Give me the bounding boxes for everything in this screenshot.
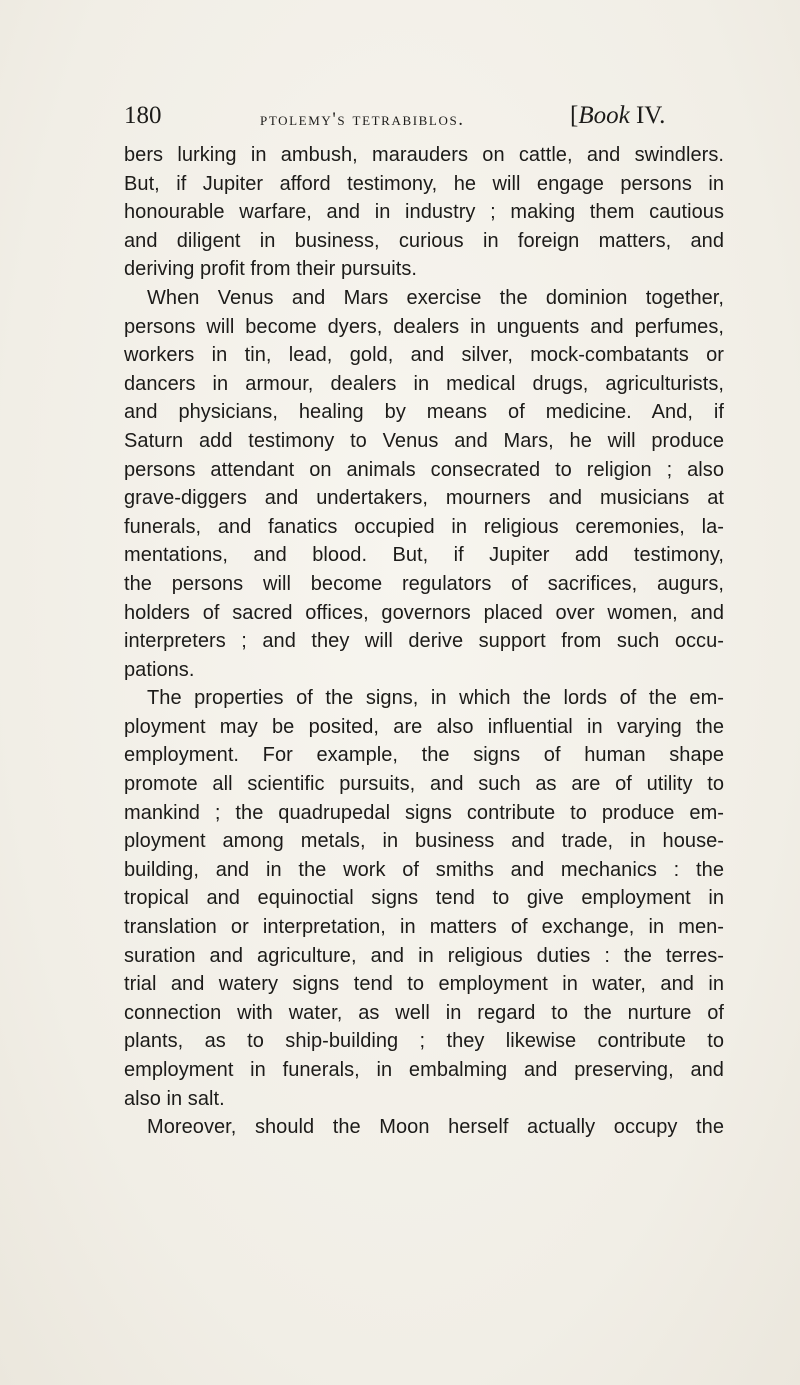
text-line: trial and watery signs tend to employment in water, and in xyxy=(124,973,724,996)
text-line: employment in funerals, in embalming and preserving, and xyxy=(124,1059,724,1081)
text-line: Moreover, should the Moon herself actually occupy the xyxy=(147,1116,724,1139)
text-line: plants, as to ship-building ; they likewise contribute to xyxy=(124,1030,724,1053)
text-line: But, if Jupiter afford testimony, he will engage persons in xyxy=(124,172,724,195)
text-line: employment. For example, the signs of human shape xyxy=(124,744,724,767)
text-line: honourable warfare, and in industry ; making them cautious xyxy=(124,201,724,224)
text-line: Saturn add testimony to Venus and Mars, he will produce xyxy=(124,429,724,452)
text-line: promote all scientific pursuits, and such as are of utility to xyxy=(124,773,724,796)
text-line: also in salt. xyxy=(124,1087,225,1110)
text-line: and physicians, healing by means of medicine. And, if xyxy=(124,401,724,424)
text-line: suration and agriculture, and in religious duties : the terres- xyxy=(124,944,724,967)
book-title: ptolemy's tetrabiblos. xyxy=(260,109,465,130)
text-line: The properties of the signs, in which the lords of the em- xyxy=(147,687,724,710)
text-line: holders of sacred offices, governors placed over women, and xyxy=(124,601,724,624)
text-line: ployment among metals, in business and trade, in house- xyxy=(124,830,724,853)
text-line: translation or interpretation, in matters of exchange, in men- xyxy=(124,916,724,939)
text-line: persons attendant on animals consecrated to religion ; also xyxy=(124,458,724,481)
text-line: When Venus and Mars exercise the dominion together, xyxy=(147,286,724,309)
book-reference xyxy=(570,102,665,130)
text-line: mankind ; the quadrupedal signs contribute to produce em- xyxy=(124,801,724,824)
text-line: connection with water, as well in regard to the nurture of xyxy=(124,1001,724,1024)
text-line: grave-diggers and undertakers, mourners and musicians at xyxy=(124,487,724,510)
text-line: tropical and equinoctial signs tend to give employment in xyxy=(124,887,724,910)
text-line: funerals, and fanatics occupied in religious ceremonies, la- xyxy=(124,515,724,538)
text-line: and diligent in business, curious in foreign matters, and xyxy=(124,229,724,252)
text-line: bers lurking in ambush, marauders on cattle, and swindlers. xyxy=(124,144,724,166)
text-line: interpreters ; and they will derive support from such occu- xyxy=(124,630,724,653)
text-line: workers in tin, lead, gold, and silver, mock-combatants or xyxy=(124,344,724,367)
text-line: persons will become dyers, dealers in unguents and perfumes, xyxy=(124,315,724,338)
book-ref-number: IV. xyxy=(635,102,666,129)
text-line: mentations, and blood. But, if Jupiter add testimony, xyxy=(124,544,724,567)
text-line: ployment may be posited, are also influential in varying the xyxy=(124,715,724,738)
body-text xyxy=(124,141,724,1142)
text-line: pations. xyxy=(124,658,195,681)
book-ref-word: Book xyxy=(578,102,630,129)
text-line: dancers in armour, dealers in medical drugs, agriculturists, xyxy=(124,372,724,395)
text-line: deriving profit from their pursuits. xyxy=(124,258,418,281)
text-line: building, and in the work of smiths and mechanics : the xyxy=(124,858,724,881)
page-number: 180 xyxy=(124,102,162,129)
text-line: the persons will become regulators of sacrifices, augurs, xyxy=(124,572,724,595)
book-ref-bracket: [ xyxy=(570,102,579,129)
running-head xyxy=(124,102,724,136)
